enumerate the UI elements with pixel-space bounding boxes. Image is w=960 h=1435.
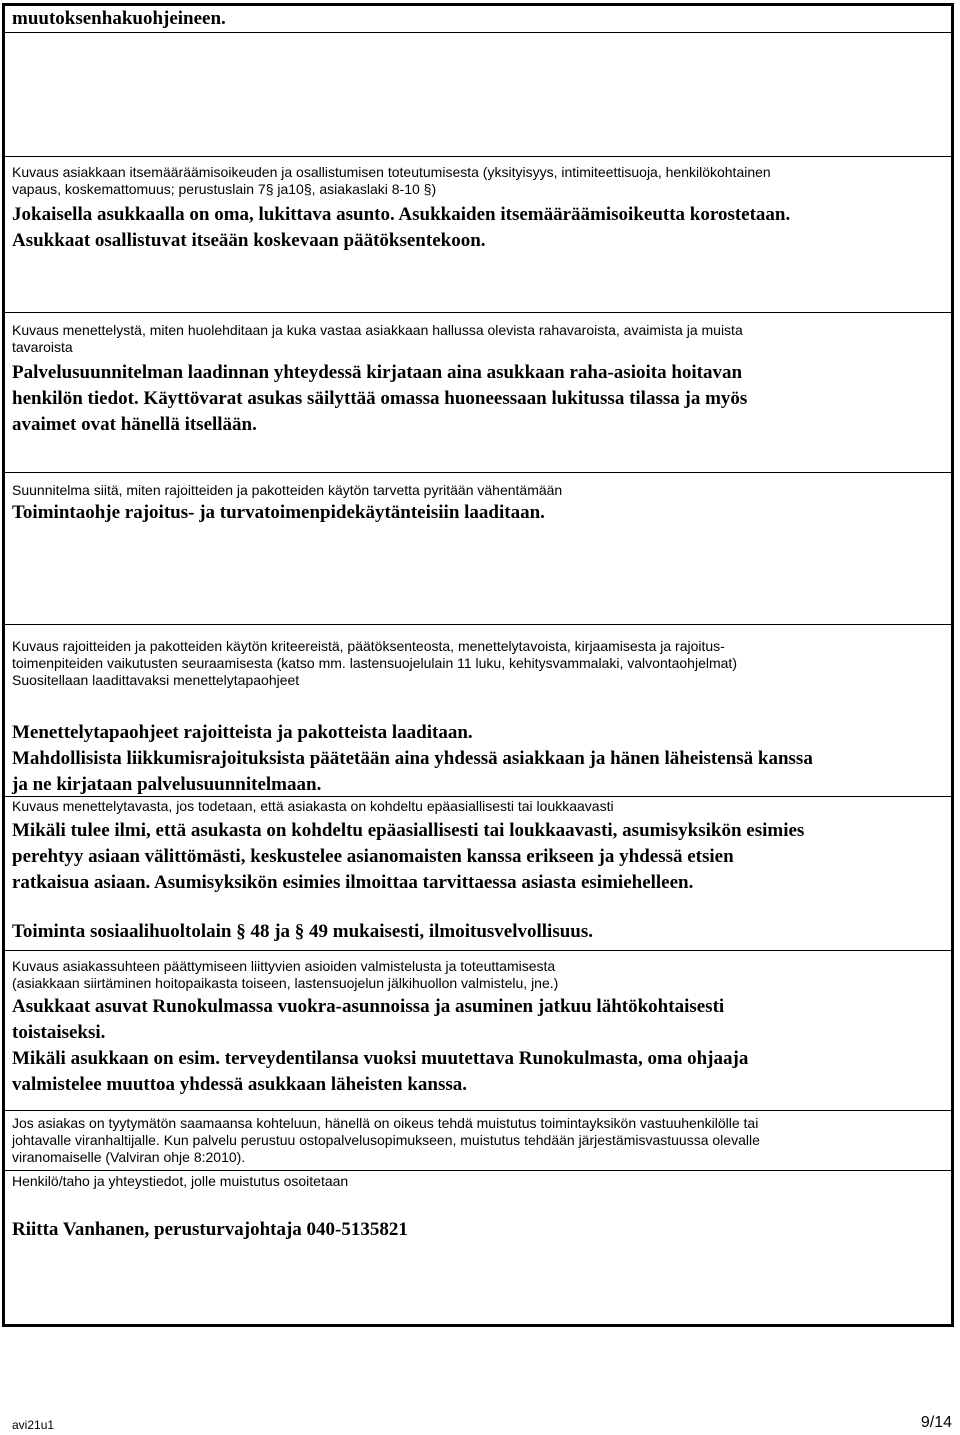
page-number: 9/14 <box>920 1414 952 1431</box>
restriction-criteria-answer: Menettelytapaohjeet rajoitteista ja pakotteista laaditaan. Mahdollisista liikkumisrajoituksista päätetään aina yhdessä asiakkaan ja hänen läheistensä kanssa ja ne kirjataan palvelusuunnitelmaan. <box>12 722 813 795</box>
contact-label: Henkilö/taho ja yhteystiedot, jolle muistutus osoitetaan <box>12 1173 349 1189</box>
section-divider <box>2 1110 954 1111</box>
money-keys-answer: Palvelusuunnitelman laadinnan yhteydessä kirjataan aina asukkaan raha-asioita hoitavan henkilön tiedot. Käyttövarat asukas säilyttää omassa huoneessaan lukitussa tilassa ja myös avaimet ovat hänellä itsellään. <box>12 362 748 435</box>
document-code: avi21u1 <box>12 1418 55 1432</box>
mistreatment-label: Kuvaus menettelytavasta, jos todetaan, että asiakasta on kohdeltu epäasiallisesti tai loukkaavasti <box>12 798 614 814</box>
continuation-text: muutoksenhakuohjeineen. <box>12 8 226 29</box>
restrictions-plan-answer: Toimintaohje rajoitus- ja turvatoimenpidekäytänteisiin laaditaan. <box>12 502 545 523</box>
restrictions-plan-label: Suunnitelma siitä, miten rajoitteiden ja pakotteiden käytön tarvetta pyritään vähentämään <box>12 482 563 498</box>
restriction-criteria-label: Kuvaus rajoitteiden ja pakotteiden käytön kriteereistä, päätöksenteosta, menettelytavoista, kirjaamisesta ja rajoitus- toimenpiteiden vaikutusten seuraamisesta (katso mm. lastensuojelulain 11 luku, kehitysvammalaki, valvontaohjelmat) Suositellaan laadittavaksi menettelytapaohjeet <box>12 638 737 688</box>
mistreatment-answer: Mikäli tulee ilmi, että asukasta on kohdeltu epäasiallisesti tai loukkaavasti, asumisyksikön esimies perehtyy asiaan välittömästi, keskustelee asianomaisten kanssa erikseen ja yhdessä etsien ratkaisua asiaan. Asumisyksikön esimies ilmoittaa tarvittaessa asiasta esimiehelleen. <box>12 820 805 893</box>
termination-answer: Asukkaat asuvat Runokulmassa vuokra-asunnoissa ja asuminen jatkuu lähtökohtaisesti toistaiseksi. Mikäli asukkaan on esim. terveydentilansa vuoksi muutettava Runokulmasta, oma ohjaaja valmistelee muuttoa yhdessä asukkaan läheisten kanssa. <box>12 996 749 1095</box>
money-keys-label: Kuvaus menettelystä, miten huolehditaan ja kuka vastaa asiakkaan hallussa olevista rahavaroista, avaimista ja muista tavaroista <box>12 322 743 355</box>
termination-label: Kuvaus asiakassuhteen päättymiseen liittyvien asioiden valmistelusta ja toteuttamisesta (asiakkaan siirtäminen hoitopaikasta toiseen, lastensuojelun jälkihuollon valmistelu, jne.) <box>12 958 559 991</box>
self-determination-answer: Jokaisella asukkaalla on oma, lukittava asunto. Asukkaiden itsemääräämisoikeutta korostetaan. Asukkaat osallistuvat itseään koskevaan päätöksentekoon. <box>12 204 791 251</box>
section-divider <box>2 312 954 313</box>
mistreatment-law-reference: Toiminta sosiaalihuoltolain § 48 ja § 49 mukaisesti, ilmoitusvelvollisuus. <box>12 921 594 942</box>
section-divider <box>2 156 954 157</box>
section-divider <box>2 1170 954 1171</box>
section-divider <box>2 950 954 951</box>
section-divider <box>2 624 954 625</box>
complaint-text: Jos asiakas on tyytymätön saamaansa kohteluun, hänellä on oikeus tehdä muistutus toimintayksikön vastuuhenkilölle tai johtavalle viranhaltijalle. Kun palvelu perustuu ostopalvelusopimukseen, muistutus tehdään järjestämisvastuussa olevalle viranomaiselle (Valviran ohje 8:2010). <box>12 1115 760 1165</box>
section-divider <box>2 32 954 33</box>
contact-answer: Riitta Vanhanen, perusturvajohtaja 040-5135821 <box>12 1219 408 1240</box>
self-determination-label: Kuvaus asiakkaan itsemääräämisoikeuden ja osallistumisen toteutumisesta (yksityisyys, intimiteettisuoja, henkilökohtainen vapaus, koskemattomuus; perustuslain 7§ ja10§, asiakaslaki 8-10 §) <box>12 164 771 197</box>
section-divider <box>2 472 954 473</box>
